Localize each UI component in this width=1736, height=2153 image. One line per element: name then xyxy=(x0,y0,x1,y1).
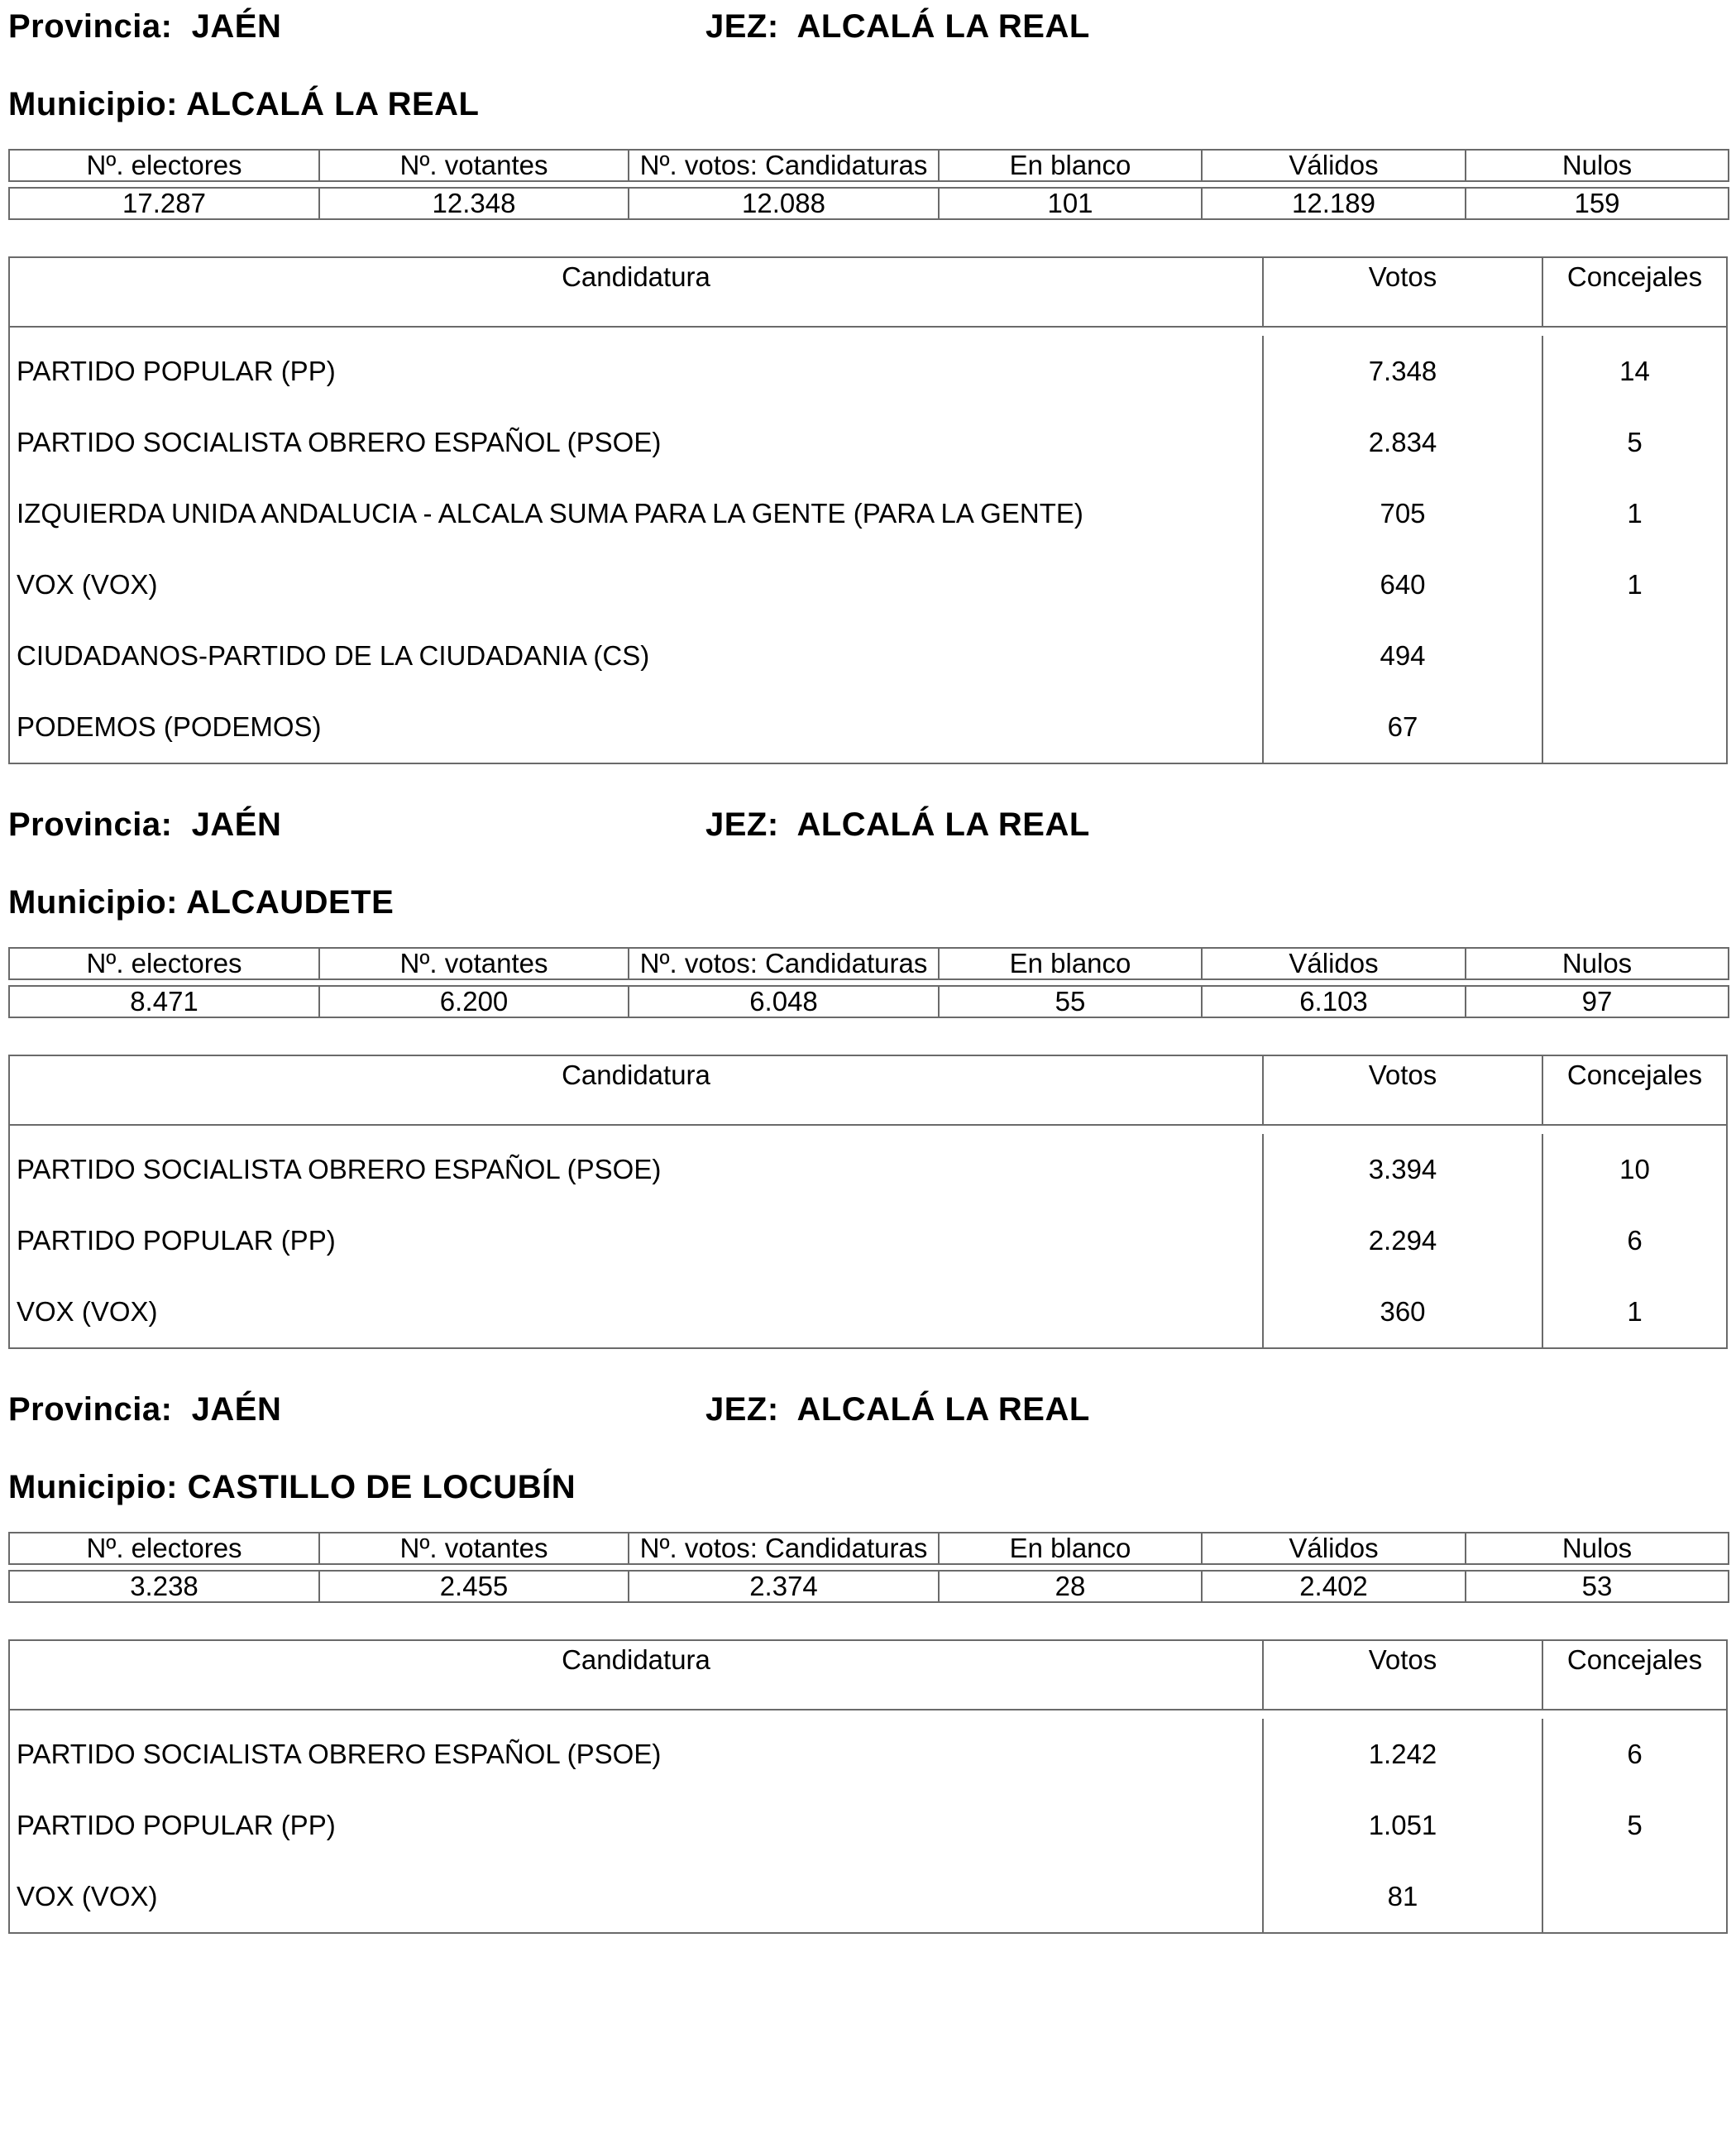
jez-value: ALCALÁ LA REAL xyxy=(796,8,1090,45)
stats-header-nulos: Nulos xyxy=(1466,150,1729,181)
stats-header-votos-candidaturas: Nº. votos: Candidaturas xyxy=(629,948,939,979)
candidatura-votos: 2.834 xyxy=(1264,407,1543,478)
candidaturas-table xyxy=(8,1055,1728,1349)
candidatura-name: PODEMOS (PODEMOS) xyxy=(10,691,1264,763)
candidatura-concejales: 1 xyxy=(1627,1296,1643,1327)
municipio-value: CASTILLO DE LOCUBÍN xyxy=(187,1469,576,1505)
stats-header-votantes: Nº. votantes xyxy=(319,150,629,181)
stats-value-electores: 17.287 xyxy=(9,188,319,219)
table-row xyxy=(10,407,1726,478)
table-row xyxy=(10,1790,1726,1861)
candidatura-votos: 360 xyxy=(1264,1276,1543,1347)
candidatura-name: PARTIDO SOCIALISTA OBRERO ESPAÑOL (PSOE) xyxy=(10,1719,1264,1790)
jez-label: JEZ: xyxy=(705,1391,779,1428)
table-row xyxy=(10,478,1726,549)
municipio-value: ALCAUDETE xyxy=(186,884,395,921)
stats-value-votos-candidaturas: 2.374 xyxy=(629,1571,939,1602)
stats-value-votantes: 12.348 xyxy=(319,188,629,219)
candidatura-votos: 2.294 xyxy=(1264,1205,1543,1276)
stats-value-votos-candidaturas: 6.048 xyxy=(629,986,939,1017)
stats-value-votos-candidaturas: 12.088 xyxy=(629,188,939,219)
stats-header-validos: Válidos xyxy=(1202,1533,1466,1564)
candidatura-name: VOX (VOX) xyxy=(10,1276,1264,1347)
stats-gap xyxy=(9,1564,1729,1571)
table-row xyxy=(10,336,1726,407)
stats-header-electores: Nº. electores xyxy=(9,948,319,979)
stats-table xyxy=(8,1532,1729,1603)
candidatura-concejales: 10 xyxy=(1619,1154,1650,1184)
stats-header-votos-candidaturas: Nº. votos: Candidaturas xyxy=(629,1533,939,1564)
table-row xyxy=(10,1276,1726,1347)
municipio-label: Municipio: xyxy=(8,86,178,122)
candidatura-votos: 7.348 xyxy=(1264,336,1543,407)
candidatura-name: CIUDADANOS-PARTIDO DE LA CIUDADANIA (CS) xyxy=(10,620,1264,691)
provincia-heading xyxy=(8,1390,281,1429)
stats-gap xyxy=(9,979,1729,986)
provincia-heading xyxy=(8,805,281,844)
candidatura-name: PARTIDO POPULAR (PP) xyxy=(10,336,1264,407)
candidatura-votos: 67 xyxy=(1264,691,1543,763)
candidatura-votos: 494 xyxy=(1264,620,1543,691)
jez-value: ALCALÁ LA REAL xyxy=(796,1391,1090,1428)
candidatura-votos: 640 xyxy=(1264,549,1543,620)
stats-value-votantes: 6.200 xyxy=(319,986,629,1017)
stats-value-validos: 12.189 xyxy=(1202,188,1466,219)
table-row xyxy=(10,620,1726,691)
candidaturas-body xyxy=(10,1710,1726,1932)
candidatura-name: PARTIDO POPULAR (PP) xyxy=(10,1790,1264,1861)
stats-value-validos: 2.402 xyxy=(1202,1571,1466,1602)
stats-value-en-blanco: 101 xyxy=(939,188,1202,219)
header-votos: Votos xyxy=(1264,1641,1543,1709)
header-votos: Votos xyxy=(1264,258,1543,326)
candidatura-concejales xyxy=(1543,620,1726,691)
stats-header-votantes: Nº. votantes xyxy=(319,948,629,979)
stats-header-nulos: Nulos xyxy=(1466,1533,1729,1564)
stats-header-votos-candidaturas: Nº. votos: Candidaturas xyxy=(629,150,939,181)
candidaturas-body xyxy=(10,1126,1726,1347)
table-row xyxy=(10,1861,1726,1932)
candidaturas-header-row xyxy=(10,1056,1726,1126)
stats-header-validos: Válidos xyxy=(1202,948,1466,979)
header-concejales: Concejales xyxy=(1566,1644,1703,1675)
candidatura-concejales: 5 xyxy=(1627,1810,1643,1840)
candidatura-name: PARTIDO SOCIALISTA OBRERO ESPAÑOL (PSOE) xyxy=(10,1134,1264,1205)
stats-gap xyxy=(9,181,1729,188)
stats-table xyxy=(8,947,1729,1018)
municipio-heading xyxy=(8,883,394,922)
candidatura-votos: 81 xyxy=(1264,1861,1543,1932)
municipio-heading xyxy=(8,1467,576,1507)
stats-header-electores: Nº. electores xyxy=(9,1533,319,1564)
jez-label: JEZ: xyxy=(705,806,779,843)
candidaturas-body xyxy=(10,328,1726,763)
jez-heading xyxy=(705,1390,1090,1429)
header-candidatura: Candidatura xyxy=(10,1641,1264,1709)
candidatura-name: PARTIDO SOCIALISTA OBRERO ESPAÑOL (PSOE) xyxy=(10,407,1264,478)
candidatura-name: PARTIDO POPULAR (PP) xyxy=(10,1205,1264,1276)
stats-header-en-blanco: En blanco xyxy=(939,150,1202,181)
provincia-label: Provincia: xyxy=(8,806,173,843)
provincia-label: Provincia: xyxy=(8,1391,173,1428)
stats-header-votantes: Nº. votantes xyxy=(319,1533,629,1564)
candidatura-concejales: 6 xyxy=(1627,1739,1643,1769)
candidatura-concejales: 1 xyxy=(1627,569,1643,600)
candidatura-votos: 1.051 xyxy=(1264,1790,1543,1861)
candidaturas-header-row xyxy=(10,1641,1726,1710)
header-candidatura: Candidatura xyxy=(10,258,1264,326)
stats-header-en-blanco: En blanco xyxy=(939,948,1202,979)
candidatura-concejales: 6 xyxy=(1627,1225,1643,1256)
municipio-value: ALCALÁ LA REAL xyxy=(186,86,480,122)
header-concejales: Concejales xyxy=(1566,261,1703,292)
table-row xyxy=(10,1134,1726,1205)
stats-value-electores: 3.238 xyxy=(9,1571,319,1602)
candidaturas-table xyxy=(8,1639,1728,1934)
stats-value-nulos: 159 xyxy=(1466,188,1729,219)
stats-value-en-blanco: 28 xyxy=(939,1571,1202,1602)
candidatura-name: VOX (VOX) xyxy=(10,549,1264,620)
stats-header-en-blanco: En blanco xyxy=(939,1533,1202,1564)
provincia-heading xyxy=(8,7,281,46)
candidatura-name: IZQUIERDA UNIDA ANDALUCIA - ALCALA SUMA PARA LA GENTE (PARA LA GENTE) xyxy=(10,478,1264,549)
candidatura-votos: 705 xyxy=(1264,478,1543,549)
jez-heading xyxy=(705,805,1090,844)
stats-value-electores: 8.471 xyxy=(9,986,319,1017)
table-row xyxy=(10,1719,1726,1790)
candidatura-concejales: 1 xyxy=(1627,498,1643,529)
candidatura-concejales: 14 xyxy=(1619,356,1650,386)
stats-value-nulos: 97 xyxy=(1466,986,1729,1017)
provincia-value: JAÉN xyxy=(191,8,282,45)
municipio-label: Municipio: xyxy=(8,1469,178,1505)
stats-header-electores: Nº. electores xyxy=(9,150,319,181)
table-row xyxy=(10,1205,1726,1276)
table-row xyxy=(10,549,1726,620)
provincia-value: JAÉN xyxy=(191,1391,282,1428)
stats-value-nulos: 53 xyxy=(1466,1571,1729,1602)
header-candidatura: Candidatura xyxy=(10,1056,1264,1124)
candidatura-concejales xyxy=(1543,1861,1726,1932)
provincia-label: Provincia: xyxy=(8,8,173,45)
candidatura-concejales: 5 xyxy=(1627,427,1643,457)
stats-table xyxy=(8,149,1729,220)
stats-value-validos: 6.103 xyxy=(1202,986,1466,1017)
table-row xyxy=(10,691,1726,763)
municipio-heading xyxy=(8,84,479,124)
jez-label: JEZ: xyxy=(705,8,779,45)
candidatura-name: VOX (VOX) xyxy=(10,1861,1264,1932)
candidatura-votos: 1.242 xyxy=(1264,1719,1543,1790)
candidaturas-header-row xyxy=(10,258,1726,328)
stats-header-validos: Válidos xyxy=(1202,150,1466,181)
candidatura-votos: 3.394 xyxy=(1264,1134,1543,1205)
candidatura-concejales xyxy=(1543,691,1726,763)
candidaturas-table xyxy=(8,256,1728,764)
municipio-label: Municipio: xyxy=(8,884,178,921)
jez-heading xyxy=(705,7,1090,46)
stats-value-votantes: 2.455 xyxy=(319,1571,629,1602)
header-concejales: Concejales xyxy=(1566,1060,1703,1090)
header-votos: Votos xyxy=(1264,1056,1543,1124)
provincia-value: JAÉN xyxy=(191,806,282,843)
stats-header-nulos: Nulos xyxy=(1466,948,1729,979)
jez-value: ALCALÁ LA REAL xyxy=(796,806,1090,843)
stats-value-en-blanco: 55 xyxy=(939,986,1202,1017)
